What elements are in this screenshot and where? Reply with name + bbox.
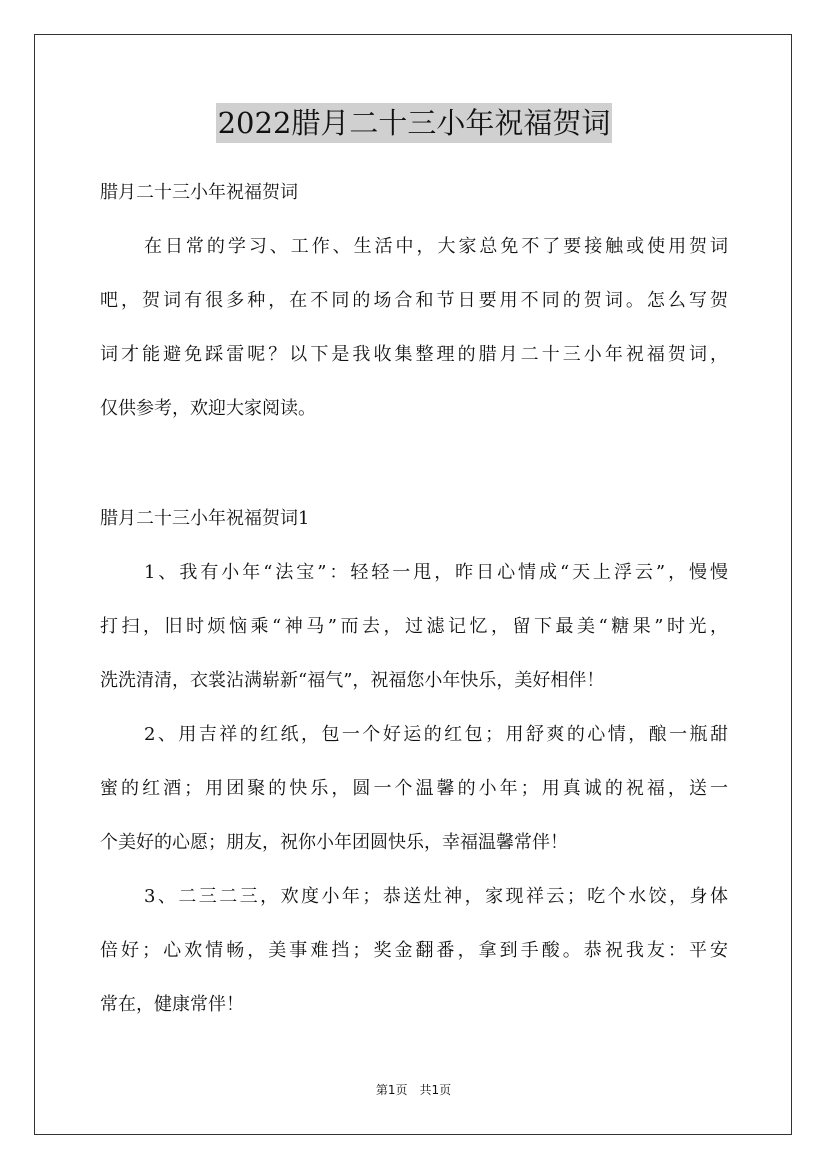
section-heading: 腊月二十三小年祝福贺词1	[100, 508, 310, 529]
document-title: 2022腊月二十三小年祝福贺词	[216, 103, 613, 143]
intro-line: 吧，贺词有很多种，在不同的场合和节日要用不同的贺词。怎么写贺	[100, 290, 728, 311]
intro-line: 在日常的学习、工作、生活中，大家总免不了要接触或使用贺词	[144, 236, 728, 257]
document-subtitle: 腊月二十三小年祝福贺词	[100, 182, 298, 203]
blessing-line: 个美好的心愿；朋友，祝你小年团圆快乐，幸福温馨常伴！	[100, 832, 568, 853]
intro-line: 仅供参考，欢迎大家阅读。	[100, 398, 316, 419]
blessing-item-3	[100, 870, 728, 1032]
page-number-footer: 第1页 共1页	[375, 1083, 452, 1097]
title-wrap	[100, 103, 728, 143]
intro-paragraph	[100, 220, 728, 436]
blessing-line: 2、用吉祥的红纸，包一个好运的红包；用舒爽的心情，酿一瓶甜	[144, 724, 728, 745]
blessing-line: 1、我有小年“法宝”：轻轻一甩，昨日心情成“天上浮云”，慢慢	[144, 562, 728, 583]
blessing-line: 蜜的红酒；用团聚的快乐，圆一个温馨的小年；用真诚的祝福，送一	[100, 778, 728, 799]
blessing-item-1	[100, 546, 728, 708]
blessing-line: 3、二三二三，欢度小年；恭送灶神，家现祥云；吃个水饺，身体	[144, 886, 728, 907]
blessing-line: 打扫，旧时烦恼乘“神马”而去，过滤记忆，留下最美“糖果”时光，	[100, 616, 728, 637]
blessing-item-2	[100, 708, 728, 870]
blessing-line: 倍好；心欢情畅，美事难挡；奖金翻番，拿到手酸。恭祝我友：平安	[100, 940, 728, 961]
intro-line: 词才能避免踩雷呢？以下是我收集整理的腊月二十三小年祝福贺词，	[100, 344, 728, 365]
blessing-line: 洗洗清清，衣裳沾满崭新“福气”，祝福您小年快乐，美好相伴！	[100, 670, 605, 691]
blessing-line: 常在，健康常伴！	[100, 994, 244, 1015]
